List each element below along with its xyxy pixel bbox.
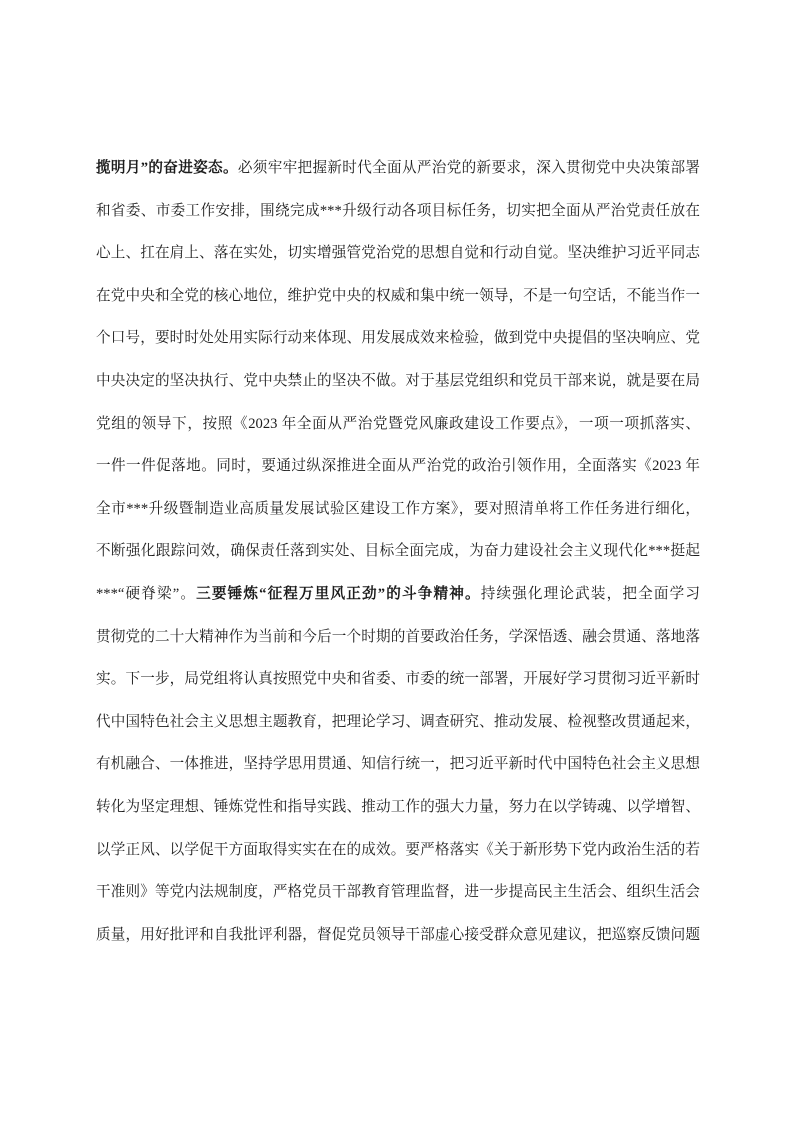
text-line xyxy=(96,190,700,233)
bold-text-segment: 三要锤炼“征程万里风正劲”的斗争精神。 xyxy=(196,585,481,602)
text-segment: 以学正风、以学促干方面取得实实在在的成效。要严格落实《关于新形势下党内政治生活的若 xyxy=(96,841,700,858)
text-line xyxy=(96,403,700,446)
document-paragraph xyxy=(96,147,700,956)
text-segment: 代中国特色社会主义思想主题教育，把理论学习、调查研究、推动发展、检视整改贯通起来， xyxy=(96,713,700,730)
text-line xyxy=(96,488,700,531)
text-segment: 质量，用好批评和自我批评利器，督促党员领导干部虚心接受群众意见建议，把巡察反馈问题 xyxy=(96,926,700,943)
text-segment: 全市***升级暨制造业高质量发展试验区建设工作方案》，要对照清单将工作任务进行细化， xyxy=(96,500,700,517)
text-line xyxy=(96,530,700,573)
text-segment: 和省委、市委工作安排，围绕完成***升级行动各项目标任务，切实把全面从严治党责任放在 xyxy=(96,202,700,219)
text-segment: 转化为坚定理想、锤炼党性和指导实践、推动工作的强大力量，努力在以学铸魂、以学增智、 xyxy=(96,798,700,815)
text-segment: 实。下一步，局党组将认真按照党中央和省委、市委的统一部署，开展好学习贯彻习近平新时 xyxy=(96,671,700,688)
text-line xyxy=(96,445,700,488)
text-segment: 个口号，要时时处处用实际行动来体现、用发展成效来检验，做到党中央提倡的坚决响应、党 xyxy=(96,330,700,347)
text-line xyxy=(96,914,700,957)
text-segment: 有机融合、一体推进，坚持学思用贯通、知信行统一，把习近平新时代中国特色社会主义思想 xyxy=(96,756,700,773)
text-segment: 必须牢牢把握新时代全面从严治党的新要求，深入贯彻党中央决策部署 xyxy=(237,160,700,176)
text-line xyxy=(96,275,700,318)
text-segment: 贯彻党的二十大精神作为当前和今后一个时期的首要政治任务，学深悟透、融会贯通、落地落 xyxy=(96,628,700,645)
text-line xyxy=(96,317,700,360)
text-segment: 不断强化跟踪问效，确保责任落到实处、目标全面完成，为奋力建设社会主义现代化***挺起 xyxy=(96,543,700,560)
text-segment: 党组的领导下，按照《2023 年全面从严治党暨党风廉政建设工作要点》，一项一项抓落实、 xyxy=(96,415,700,432)
text-line xyxy=(96,743,700,786)
text-segment: ***“硬脊梁”。 xyxy=(96,585,197,602)
text-segment: 持续强化理论武装，把全面学习 xyxy=(480,585,700,602)
text-line xyxy=(96,871,700,914)
text-line xyxy=(96,701,700,744)
text-segment: 中央决定的坚决执行、党中央禁止的坚决不做。对于基层党组织和党员干部来说，就是要在局 xyxy=(96,372,700,389)
text-line xyxy=(96,658,700,701)
bold-text-segment: 揽明月”的奋进姿态。 xyxy=(96,160,238,176)
text-segment: 一件一件促落地。同时，要通过纵深推进全面从严治党的政治引领作用，全面落实《2023 年 xyxy=(96,458,700,475)
text-line xyxy=(96,232,700,275)
text-segment: 在党中央和全党的核心地位，维护党中央的权威和集中统一领导，不是一句空话，不能当作一 xyxy=(96,287,700,304)
text-line xyxy=(96,786,700,829)
text-line xyxy=(96,147,700,190)
text-line xyxy=(96,573,700,616)
text-line xyxy=(96,616,700,659)
text-line xyxy=(96,360,700,403)
text-line xyxy=(96,829,700,872)
text-segment: 干准则》等党内法规制度，严格党员干部教育管理监督，进一步提高民主生活会、组织生活会 xyxy=(96,884,700,901)
text-segment: 心上、扛在肩上、落在实处，切实增强管党治党的思想自觉和行动自觉。坚决维护习近平同志 xyxy=(96,245,700,262)
